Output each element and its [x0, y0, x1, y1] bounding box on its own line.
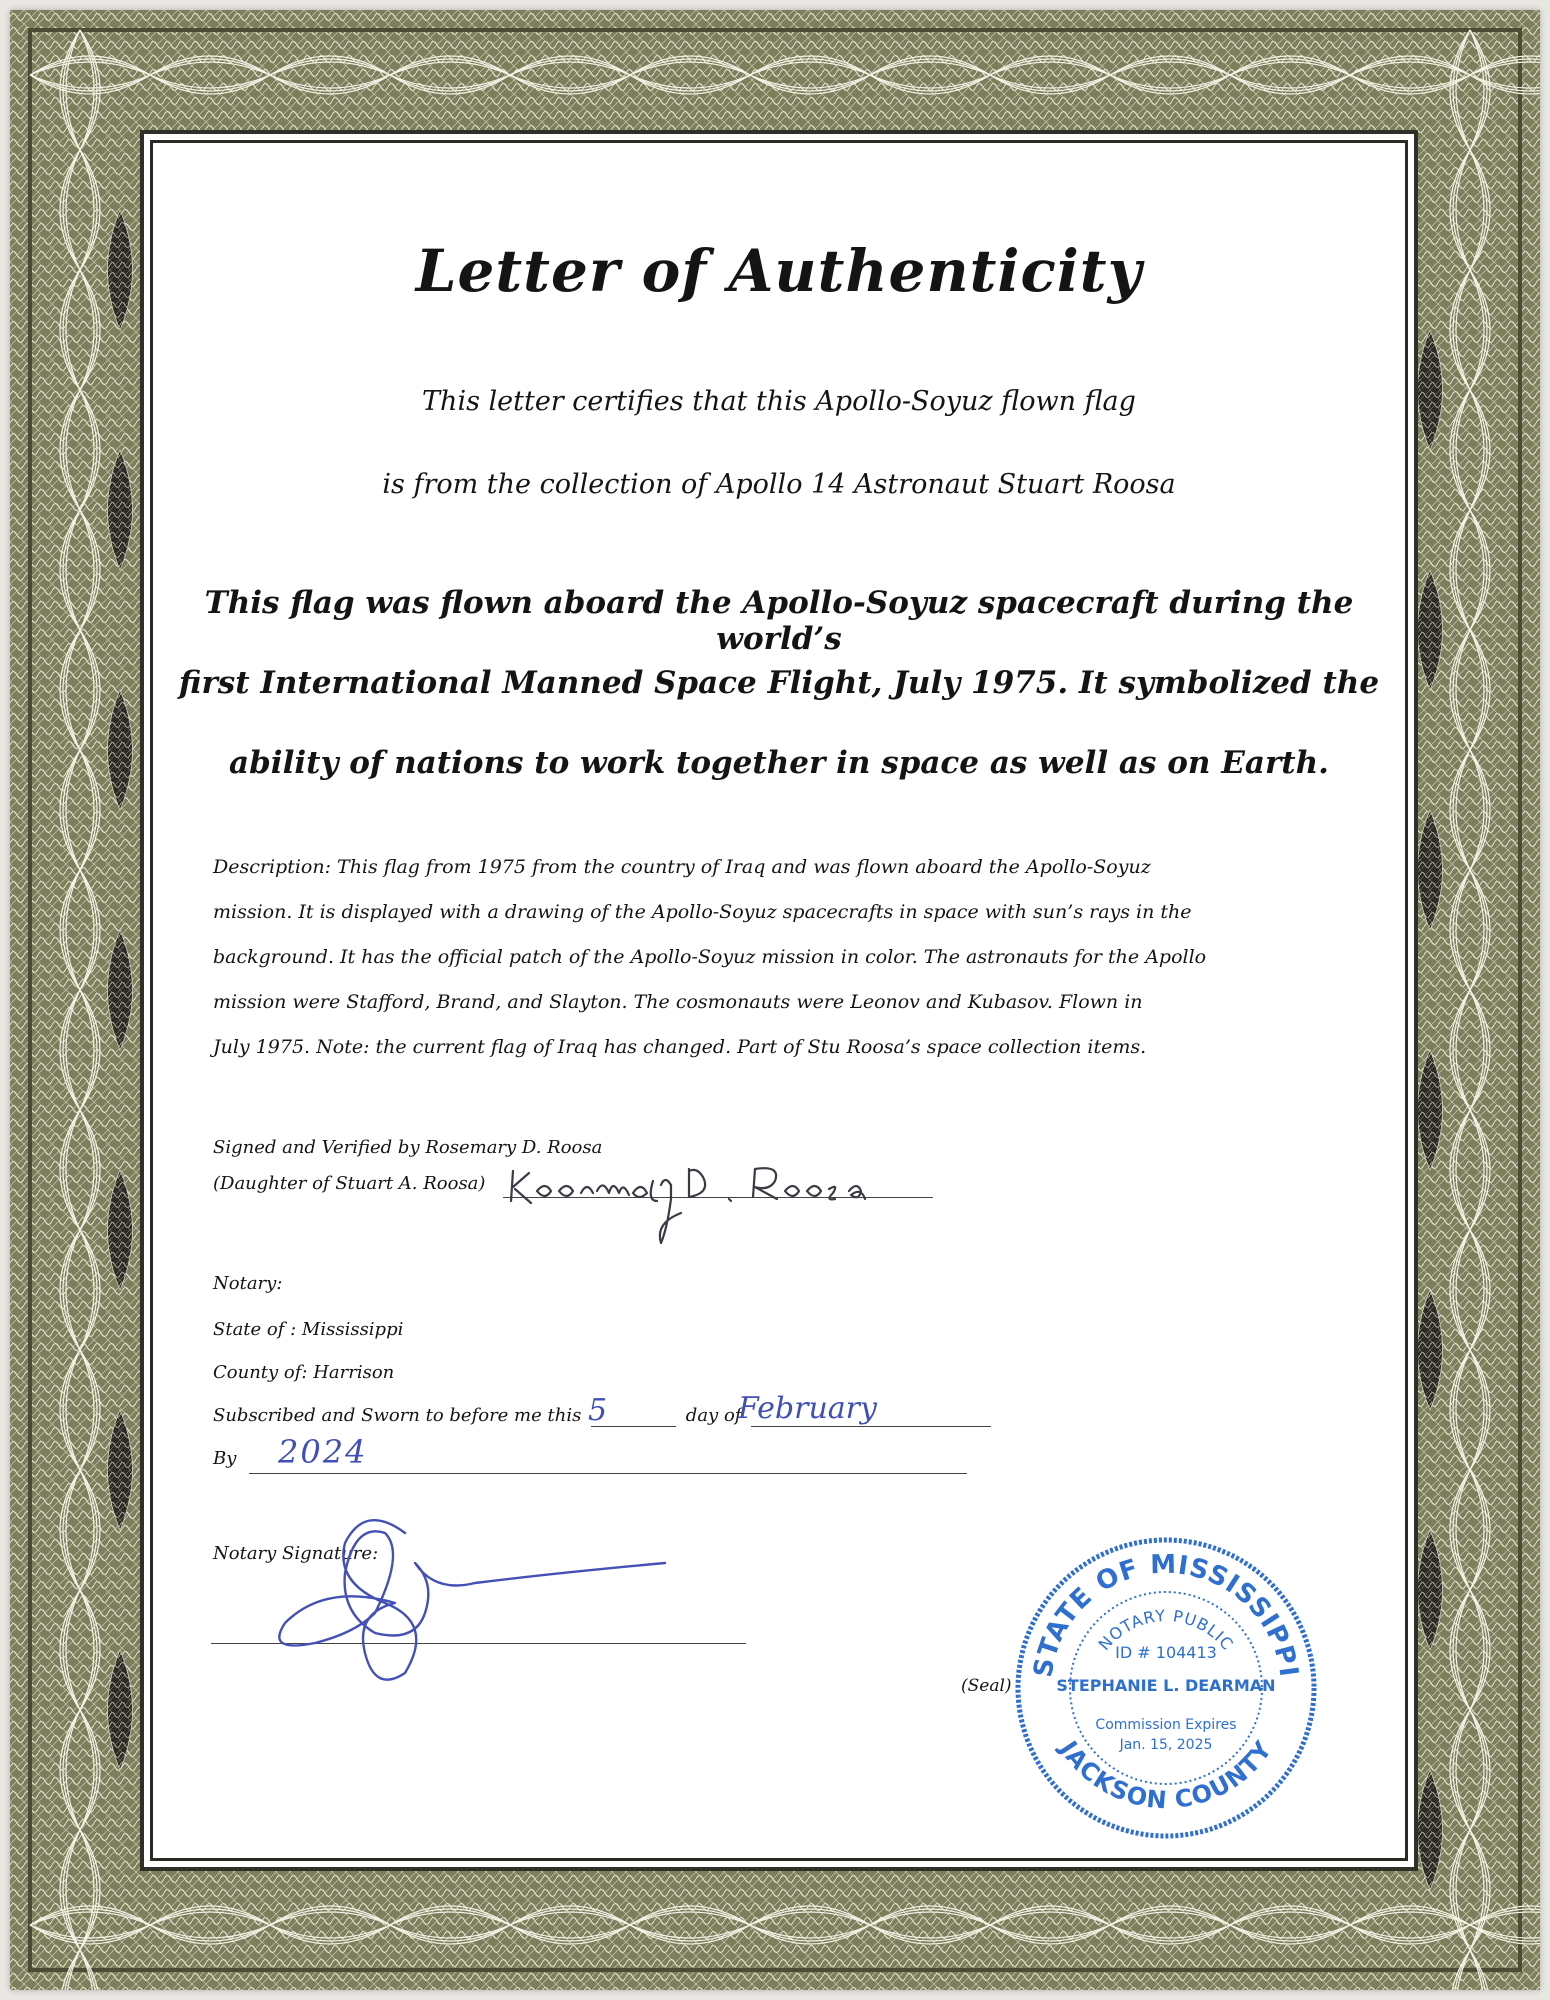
day-of-label: day of [685, 1405, 742, 1426]
seal-bottom-arc: JACKSON COUNTY [1054, 1735, 1278, 1815]
description-line-1: Description: This flag from 1975 from the country of Iraq and was flown aboard the Apollo-Soyuz [213, 856, 1151, 878]
seal-notary-public: NOTARY PUBLIC [1094, 1605, 1238, 1655]
by-label: By [213, 1448, 237, 1469]
signed-verified-label: Signed and Verified by Rosemary D. Roosa [213, 1137, 603, 1158]
certificate-page [10, 10, 1540, 1990]
daughter-label: (Daughter of Stuart A. Roosa) [213, 1173, 486, 1194]
description-line-3: background. It has the official patch of the Apollo-Soyuz mission in color. The astronauts for the Apollo [213, 946, 1207, 968]
statement-line-1: This flag was flown aboard the Apollo-Soyuz spacecraft during the world’s [204, 585, 1354, 657]
state-line: State of : Mississippi [213, 1319, 404, 1340]
seal-expires: Jan. 15, 2025 [1119, 1737, 1213, 1753]
statement-line-2: first International Manned Space Flight, July 1975. It symbolized the [178, 665, 1380, 701]
notary-label: Notary: [213, 1273, 283, 1294]
seal-label: (Seal) [961, 1676, 1012, 1696]
description-line-2: mission. It is displayed with a drawing of the Apollo-Soyuz spacecrafts in space with sun’s rays in the [213, 901, 1192, 923]
intro-line-2: is from the collection of Apollo 14 Astronaut Stuart Roosa [382, 469, 1176, 500]
statement-line-3: ability of nations to work together in space as well as on Earth. [229, 745, 1329, 781]
notary-signature-label: Notary Signature: [213, 1543, 379, 1564]
seal-top-arc: STATE OF MISSISSIPPI [1028, 1549, 1304, 1680]
seal-name: STEPHANIE L. DEARMAN [1056, 1676, 1276, 1695]
notary-signature-scribble [213, 1493, 733, 1683]
seal-commission: Commission Expires [1095, 1717, 1237, 1733]
description-line-5: July 1975. Note: the current flag of Iraq has changed. Part of Stu Roosa’s space collection items. [213, 1036, 1147, 1058]
handwritten-month: February [738, 1391, 877, 1426]
by-line-rule [249, 1473, 967, 1474]
rosemary-roosa-signature [503, 1151, 883, 1261]
letter-title: Letter of Authenticity [415, 237, 1143, 305]
notary-seal-stamp [1011, 1533, 1321, 1843]
county-line: County of: Harrison [213, 1362, 395, 1383]
handwritten-year: 2024 [278, 1433, 368, 1471]
seal-id: ID # 104413 [1115, 1643, 1217, 1662]
intro-line-1: This letter certifies that this Apollo-Soyuz flown flag [422, 386, 1136, 417]
sworn-prefix: Subscribed and Sworn to before me this [213, 1405, 582, 1426]
handwritten-day: 5 [588, 1393, 608, 1428]
inner-panel [150, 140, 1408, 1861]
description-line-4: mission were Stafford, Brand, and Slayton. The cosmonauts were Leonov and Kubasov. Flown in [213, 991, 1143, 1013]
